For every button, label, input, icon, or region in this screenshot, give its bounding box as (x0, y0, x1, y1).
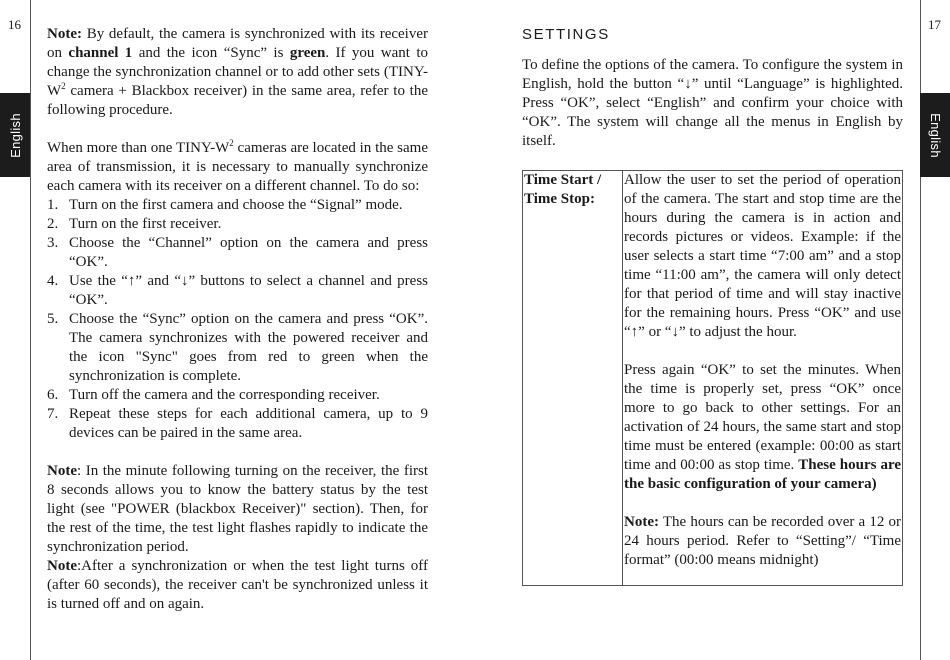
step-number: 6. (47, 387, 59, 403)
intro-text: cameras are located in the same area of transmission, it is necessary to manually synchronize each camera with its receiver on a different channel. To do so: (47, 140, 429, 194)
left-margin-rule (30, 0, 31, 660)
step-text: Use the “↑” and “↓” buttons to select a channel and press “OK”. (69, 273, 428, 308)
step-number: 1. (47, 197, 59, 213)
note-label: Note: (624, 514, 659, 530)
note-text: : In the minute following turning on the receiver, the first 8 seconds allows you to know the battery status by the test light (see "POWER (blackbox Receiver)" section). Then, for the rest of the time, the test light flashes rapidly to indicate the synchronization period. (47, 463, 428, 555)
step-text: Choose the “Channel” option on the camera and press “OK”. (69, 235, 428, 270)
step-text: Turn on the first camera and choose the “Signal” mode. (69, 197, 403, 213)
setting-name-cell (523, 171, 623, 585)
step-number: 3. (47, 235, 59, 251)
language-tab-left (0, 93, 30, 177)
battery-status-note (47, 462, 428, 557)
superscript: 2 (229, 138, 234, 148)
note-text: and the icon “Sync” is (132, 45, 290, 61)
description-text: Press again “OK” to set the minutes. When the time is properly set, press “OK” once more to go back to other settings. For an activation of 24 hours, the same start and stop time must be entered (example: 00:00 as start time and 00:00 as stop time. (624, 362, 901, 473)
step-text: Turn on the first receiver. (69, 216, 222, 232)
list-item (47, 405, 428, 443)
step-number: 2. (47, 216, 59, 232)
intro-text: When more than one TINY-W (47, 140, 230, 156)
note-text: camera + Blackbox receiver) in the same area, refer to the following procedure. (47, 83, 428, 118)
default-sync-note (47, 25, 428, 120)
step-number: 7. (47, 406, 59, 422)
language-tab-right-label: English (927, 112, 943, 158)
note-label: Note (47, 463, 77, 479)
note-label: Note: (47, 26, 82, 42)
note-label: Note (47, 558, 77, 574)
settings-table (522, 170, 903, 586)
time-format-note (624, 513, 901, 570)
page-number-left: 16 (8, 17, 21, 32)
step-text: Repeat these steps for each additional camera, up to 9 devices can be paired in the same area. (69, 406, 428, 441)
note-text: The hours can be recorded over a 12 or 24 hours period. Refer to “Setting”/ “Time format” (00:00 means midnight) (624, 514, 901, 568)
setting-name-line: Time Stop: (524, 191, 595, 207)
channel-emphasis: channel 1 (68, 45, 133, 61)
multi-camera-intro (47, 139, 428, 196)
note-text: By default, the camera is synchronized with its receiver on (47, 26, 428, 61)
language-tab-right (920, 93, 950, 177)
step-number: 4. (47, 273, 59, 289)
step-text: Turn off the camera and the corresponding receiver. (69, 387, 380, 403)
setting-description: Allow the user to set the period of operation of the camera. The start and stop time are the hours during the camera is in action and records pictures or videos. Example: if the user selects a start time “7:00 am” and a stop time “11:00 am”, the camera will only detect for that period of time and will stay inactive for the remaining hours. Press “OK” and use “↑” or “↓” to adjust the hour. (624, 172, 901, 340)
list-item (47, 196, 428, 215)
green-emphasis: green (289, 45, 326, 61)
setting-description-cell (623, 171, 902, 585)
receiver-lock-note (47, 557, 428, 614)
note-text: :After a synchronization or when the test light turns off (after 60 seconds), the receiver can't be synchronized unless it is turned off and on again. (47, 558, 428, 612)
list-item (47, 234, 428, 272)
language-tab-left-label: English (7, 112, 23, 158)
settings-intro: To define the options of the camera. To configure the system in English, hold the button “↓” until “Language” is highlighted. Press “OK”, select “English” and confirm your choice with “OK”. The system will change all the menus in English by itself. (522, 57, 903, 149)
note-text: . If you want to change the synchronization channel or to add other sets (TINY-W (47, 45, 428, 99)
description-emphasis: These hours are the basic configuration of your camera) (624, 457, 901, 492)
list-item (47, 272, 428, 310)
list-item (47, 310, 428, 386)
setting-name-line: Time Start / (524, 172, 602, 188)
step-number: 5. (47, 311, 59, 327)
step-text: Choose the “Sync” option on the camera and press “OK”. The camera synchronizes with the powered receiver and the icon "Sync" goes from red to green when the synchronization is complete. (69, 311, 428, 384)
superscript: 2 (61, 81, 66, 91)
right-page-content (522, 25, 903, 151)
sync-steps-list (47, 196, 428, 443)
list-item (47, 215, 428, 234)
left-page-content (47, 25, 428, 614)
list-item (47, 386, 428, 405)
setting-description (624, 361, 901, 494)
section-heading: SETTINGS (522, 26, 610, 43)
page-number-right: 17 (928, 17, 941, 32)
